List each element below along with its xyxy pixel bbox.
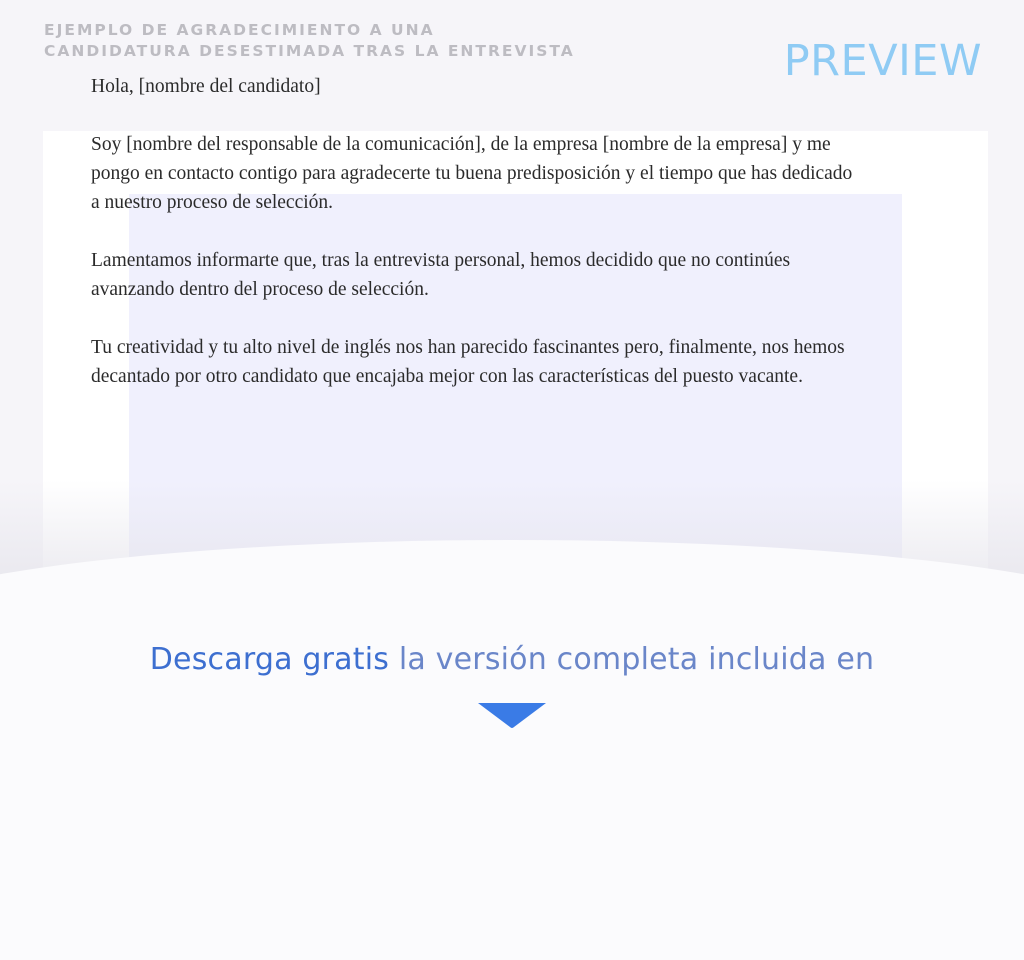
chevron-down-shape bbox=[478, 703, 546, 728]
download-cta-text: la versión completa incluida en bbox=[389, 642, 875, 677]
letter-greeting: Hola, [nombre del candidato] bbox=[91, 76, 321, 97]
letter-paragraph-1: Soy [nombre del responsable de la comunicación], de la empresa [nombre de la empresa] y me pongo en contacto contigo para agradecerte tu buena predisposición y el tiempo que has dedicado a nuestro proceso de selección. bbox=[91, 134, 853, 213]
bottom-panel bbox=[0, 540, 1024, 960]
letter-paragraph-3: Tu creatividad y tu alto nivel de inglés nos han parecido fascinantes pero, finalmente, nos hemos decantado por otro candidato que encajaba mejor con las características del puesto vacante. bbox=[91, 337, 845, 387]
page-title-line-2: CANDIDATURA DESESTIMADA TRAS LA ENTREVISTA bbox=[44, 42, 575, 60]
page-title-line-1: EJEMPLO DE AGRADECIMIENTO A UNA bbox=[44, 21, 435, 39]
chevron-down-icon[interactable] bbox=[478, 703, 546, 729]
download-free-link[interactable]: Descarga gratis bbox=[149, 642, 390, 677]
letter-paragraph-2: Lamentamos informarte que, tras la entrevista personal, hemos decidido que no continúes avanzando dentro del proceso de selección. bbox=[91, 250, 791, 300]
preview-label: PREVIEW bbox=[783, 36, 982, 86]
letter-body bbox=[91, 72, 861, 420]
page-title bbox=[44, 20, 575, 62]
download-cta[interactable] bbox=[0, 642, 1024, 677]
